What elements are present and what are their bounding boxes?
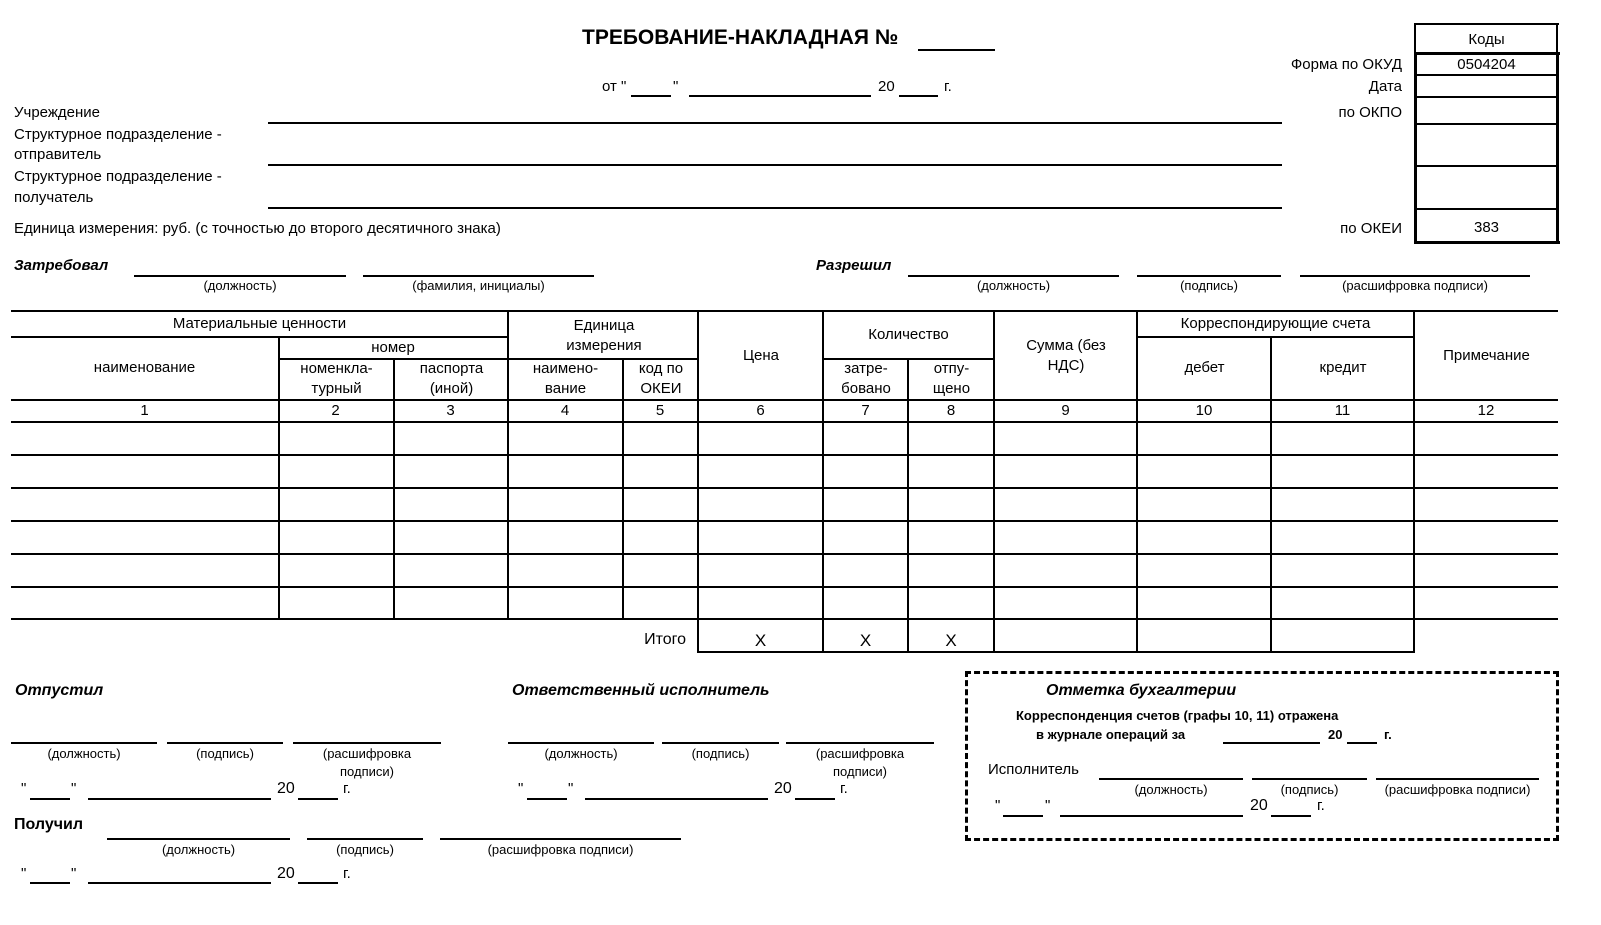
okud-label: Форма по ОКУД	[1290, 56, 1402, 73]
released-decoding-caption-2: подписи)	[340, 764, 394, 779]
date-month-field[interactable]	[689, 95, 871, 97]
journal-year-field[interactable]	[1347, 742, 1377, 744]
executor-year-field[interactable]	[1271, 815, 1311, 817]
responsible-signature-caption: (подпись)	[691, 746, 750, 761]
table-row[interactable]	[11, 555, 1558, 586]
approved-signature-caption: (подпись)	[1180, 278, 1238, 293]
released-year-prefix: 20	[277, 780, 295, 797]
date-code-value[interactable]	[1414, 78, 1559, 96]
received-signature-caption: (подпись)	[336, 842, 394, 857]
received-signature-field[interactable]	[307, 838, 423, 840]
released-signature-caption: (подпись)	[196, 746, 254, 761]
col-header-name: наименование	[93, 359, 196, 376]
col-header-sum: Сумма (без НДС)	[1026, 336, 1106, 374]
header-number: номер	[371, 338, 415, 356]
receiver-field[interactable]	[268, 207, 1282, 209]
col-header-released: отпу-щено	[932, 360, 971, 397]
codes-box	[1414, 23, 1559, 243]
col-num-12: 12	[1477, 402, 1495, 419]
date-prefix: от "	[602, 78, 627, 95]
accounting-mark-title: Отметка бухгалтерии	[1046, 682, 1237, 699]
responsible-quote-close: "	[568, 780, 574, 797]
col-num-3: 3	[446, 402, 455, 419]
responsible-position-caption: (должность)	[544, 746, 618, 761]
receiver-label-line1: Структурное подразделение -	[14, 168, 222, 185]
responsible-year-field[interactable]	[795, 798, 835, 800]
executor-signature-caption: (подпись)	[1280, 782, 1339, 797]
released-signature-field[interactable]	[167, 742, 283, 744]
received-quote-open: "	[21, 865, 27, 882]
received-decoding-field[interactable]	[440, 838, 681, 840]
okud-value[interactable]: 0504204	[1457, 56, 1516, 73]
released-position-caption: (должность)	[47, 746, 121, 761]
col-header-nomenclature: номенкла-турный	[300, 360, 373, 397]
responsible-decoding-caption-2: подписи)	[833, 764, 887, 779]
responsible-position-field[interactable]	[508, 742, 654, 744]
table-row[interactable]	[11, 456, 1558, 487]
table-row[interactable]	[11, 423, 1558, 454]
executor-decoding-field[interactable]	[1376, 778, 1539, 780]
header-unit: Единица измерения	[566, 316, 642, 354]
col-num-1: 1	[140, 402, 149, 419]
received-day-field[interactable]	[30, 882, 70, 884]
responsible-label: Ответственный исполнитель	[512, 682, 770, 699]
released-decoding-field[interactable]	[293, 742, 441, 744]
table-row[interactable]	[11, 588, 1558, 618]
unit-label: Единица измерения: руб. (с точностью до второго десятичного знака)	[14, 220, 501, 237]
col-num-9: 9	[1061, 402, 1070, 419]
col-header-note: Примечание	[1443, 346, 1530, 364]
okei-value[interactable]: 383	[1473, 219, 1500, 236]
receiver-label-line2: получатель	[14, 189, 94, 206]
accounting-mark-text-2: в журнале операций за	[1036, 727, 1186, 742]
responsible-decoding-field[interactable]	[786, 742, 934, 744]
okpo-value[interactable]	[1414, 100, 1559, 122]
received-month-field[interactable]	[88, 882, 271, 884]
col-header-debit: дебет	[1184, 359, 1225, 376]
executor-year-suffix: г.	[1317, 797, 1325, 814]
released-year-field[interactable]	[298, 798, 338, 800]
executor-decoding-caption: (расшифровка подписи)	[1384, 782, 1531, 797]
released-by-label: Отпустил	[15, 682, 104, 699]
date-code-label: Дата	[1368, 78, 1402, 95]
released-position-field[interactable]	[11, 742, 157, 744]
received-year-suffix: г.	[343, 865, 351, 882]
executor-signature-field[interactable]	[1252, 778, 1367, 780]
executor-day-field[interactable]	[1003, 815, 1043, 817]
receiver-code-value[interactable]	[1414, 169, 1559, 205]
received-quote-close: "	[71, 865, 77, 882]
date-day-field[interactable]	[631, 95, 671, 97]
requested-name-caption: (фамилия, инициалы)	[412, 278, 545, 293]
col-header-credit: кредит	[1319, 359, 1367, 376]
col-header-okei-code: код по ОКЕИ	[638, 360, 684, 397]
sender-label-line2: отправитель	[14, 146, 102, 163]
responsible-month-field[interactable]	[585, 798, 768, 800]
released-decoding-caption-1: (расшифровка	[322, 746, 412, 761]
approved-decoding-caption: (расшифровка подписи)	[1342, 278, 1488, 293]
date-year-field[interactable]	[899, 95, 938, 97]
sender-field[interactable]	[268, 164, 1282, 166]
number-field[interactable]	[918, 49, 995, 51]
journal-year-prefix: 20	[1328, 727, 1343, 742]
okpo-label: по ОКПО	[1338, 104, 1402, 121]
responsible-year-prefix: 20	[774, 780, 792, 797]
col-num-11: 11	[1334, 402, 1351, 419]
released-day-field[interactable]	[30, 798, 70, 800]
received-year-prefix: 20	[277, 865, 295, 882]
responsible-signature-field[interactable]	[662, 742, 779, 744]
received-by-label: Получил	[14, 816, 84, 833]
total-released: X	[945, 631, 957, 650]
col-header-price: Цена	[742, 346, 780, 364]
col-header-requested: затре-бовано	[841, 360, 891, 397]
col-num-2: 2	[331, 402, 340, 419]
col-num-5: 5	[655, 402, 665, 419]
sender-code-value[interactable]	[1414, 127, 1559, 163]
okei-label: по ОКЕИ	[1340, 220, 1402, 237]
requested-label: Затребовал	[14, 257, 109, 274]
executor-label: Исполнитель	[988, 761, 1079, 778]
received-position-field[interactable]	[107, 838, 290, 840]
date-quote-close: "	[673, 78, 679, 95]
released-quote-open: "	[21, 780, 27, 797]
executor-year-prefix: 20	[1250, 797, 1268, 814]
responsible-year-suffix: г.	[840, 780, 848, 797]
released-year-suffix: г.	[343, 780, 351, 797]
table-row[interactable]	[11, 489, 1558, 520]
total-price: X	[754, 631, 767, 650]
journal-year-suffix: г.	[1384, 727, 1392, 742]
col-num-10: 10	[1195, 402, 1213, 419]
form-title: ТРЕБОВАНИЕ-НАКЛАДНАЯ №	[582, 26, 899, 49]
date-year-suffix: г.	[944, 78, 952, 95]
responsible-decoding-caption-1: (расшифровка	[815, 746, 905, 761]
col-header-unit-name: наимено-вание	[532, 360, 599, 397]
sender-label-line1: Структурное подразделение -	[14, 126, 222, 143]
responsible-day-field[interactable]	[527, 798, 567, 800]
col-num-7: 7	[861, 402, 870, 419]
accounting-mark-text-1: Корреспонденция счетов (графы 10, 11) отражена	[1016, 708, 1339, 723]
institution-label: Учреждение	[14, 104, 100, 121]
codes-title: Коды	[1468, 31, 1505, 48]
executor-position-field[interactable]	[1099, 778, 1243, 780]
released-quote-close: "	[71, 780, 77, 797]
approved-position-caption: (должность)	[976, 278, 1051, 293]
received-decoding-caption: (расшифровка подписи)	[487, 842, 634, 857]
col-num-4: 4	[560, 402, 570, 419]
executor-position-caption: (должность)	[1134, 782, 1208, 797]
executor-month-field[interactable]	[1060, 815, 1243, 817]
journal-period-field[interactable]	[1223, 742, 1320, 744]
col-num-8: 8	[946, 402, 956, 419]
received-year-field[interactable]	[298, 882, 338, 884]
header-material-values: Материальные ценности	[172, 315, 347, 332]
executor-quote-open: "	[995, 797, 1001, 814]
released-month-field[interactable]	[88, 798, 271, 800]
received-position-caption: (должность)	[161, 842, 236, 857]
header-quantity: Количество	[868, 326, 949, 343]
col-header-passport: паспорта (иной)	[419, 360, 484, 397]
total-requested: X	[859, 631, 872, 650]
approved-label: Разрешил	[816, 257, 892, 274]
total-label: Итого	[644, 631, 686, 648]
header-accounts: Корреспондирующие счета	[1180, 315, 1371, 332]
responsible-quote-open: "	[518, 780, 524, 797]
requested-position-caption: (должность)	[203, 278, 277, 293]
table-row[interactable]	[11, 522, 1558, 553]
institution-field[interactable]	[268, 122, 1282, 124]
col-num-6: 6	[756, 402, 765, 419]
executor-quote-close: "	[1045, 797, 1051, 814]
date-year-prefix: 20	[878, 78, 895, 95]
